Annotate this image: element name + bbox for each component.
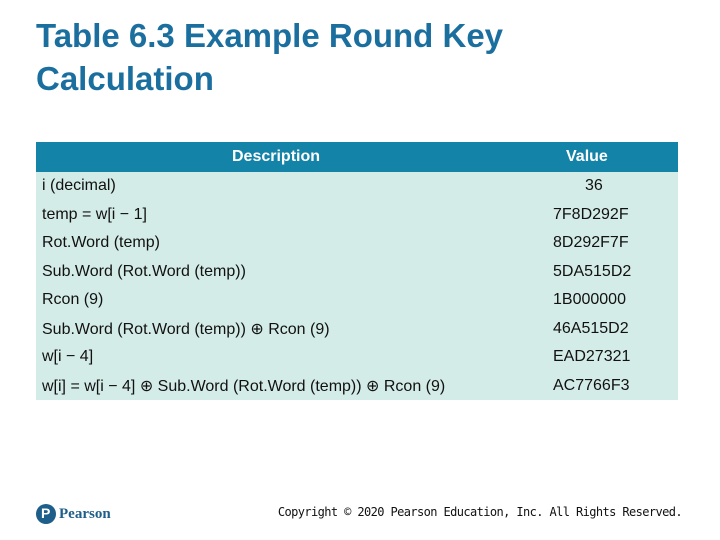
table-row — [36, 172, 678, 201]
slide-title-line-2: Calculation — [36, 60, 214, 97]
row-description: Sub.Word (Rot.Word (temp)) ⊕ Rcon (9) — [36, 315, 526, 344]
row-description: Rcon (9) — [36, 286, 526, 315]
slide-title-line-1: Table 6.3 Example Round Key — [36, 17, 504, 54]
row-value: 7F8D292F — [526, 201, 678, 230]
table-row — [36, 229, 678, 258]
pearson-logo-icon — [36, 504, 56, 524]
row-value: EAD27321 — [526, 343, 678, 372]
row-value: 36 — [526, 172, 678, 201]
pearson-logo-text: Pearson — [59, 505, 111, 522]
column-header-value: Value — [526, 142, 678, 172]
column-header-description: Description — [36, 142, 526, 172]
round-key-table — [36, 142, 678, 400]
table-row — [36, 372, 678, 401]
table-row — [36, 315, 678, 344]
table-header-row — [36, 142, 678, 172]
row-description: w[i − 4] — [36, 343, 526, 372]
table-row — [36, 258, 678, 287]
slide-title — [36, 14, 636, 100]
row-description: temp = w[i − 1] — [36, 201, 526, 230]
row-description: Rot.Word (temp) — [36, 229, 526, 258]
table-row — [36, 286, 678, 315]
table-row — [36, 343, 678, 372]
row-description: i (decimal) — [36, 172, 526, 201]
row-description: w[i] = w[i − 4] ⊕ Sub.Word (Rot.Word (temp)) ⊕ Rcon (9) — [36, 372, 526, 401]
pearson-logo — [36, 502, 111, 526]
row-value: 1B000000 — [526, 286, 678, 315]
table-row — [36, 201, 678, 230]
row-value: 46A515D2 — [526, 315, 678, 344]
row-description: Sub.Word (Rot.Word (temp)) — [36, 258, 526, 287]
row-value: 8D292F7F — [526, 229, 678, 258]
row-value: 5DA515D2 — [526, 258, 678, 287]
row-value: AC7766F3 — [526, 372, 678, 401]
copyright-notice: Copyright © 2020 Pearson Education, Inc. All Rights Reserved. — [277, 505, 682, 519]
